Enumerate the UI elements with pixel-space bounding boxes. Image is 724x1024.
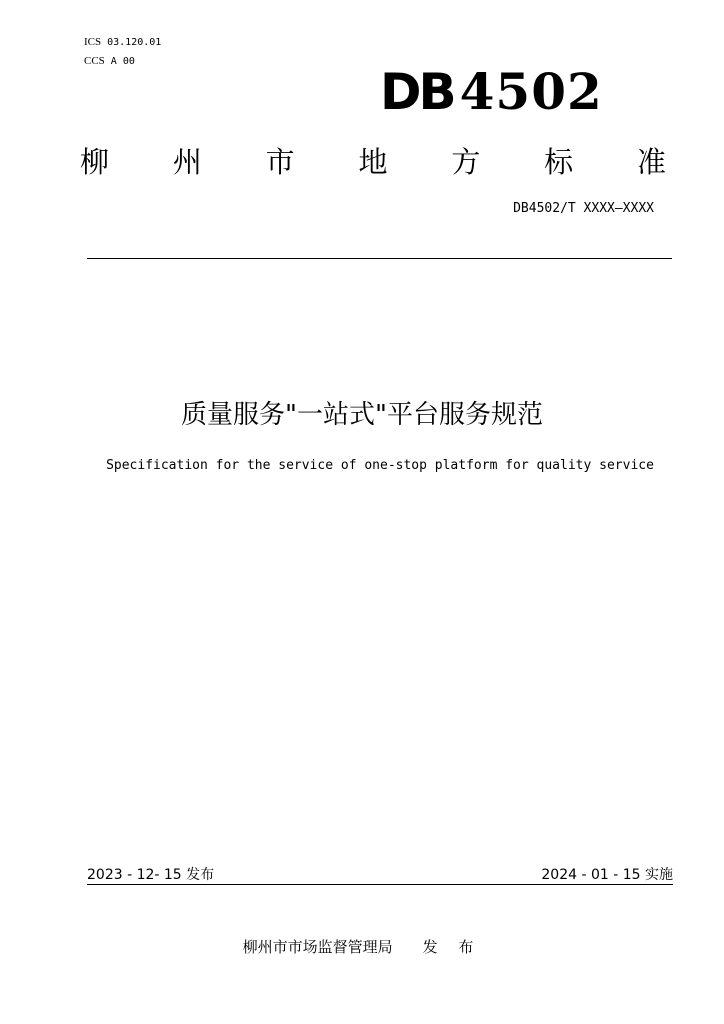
category-char: 准 [636,145,666,179]
document-title-zh: 质量服务"一站式"平台服务规范 [181,400,543,430]
category-char: 柳 [80,145,110,179]
ics-code: 03.120.01 [107,37,162,48]
logo-prefix: DB [380,63,454,121]
document-title-en: Specification for the service of one-stop platform for quality service [106,458,654,473]
logo-number: 4502 [459,62,603,121]
category-char: 方 [451,145,481,179]
ccs-line [84,55,135,67]
ccs-code: A 00 [110,56,135,67]
category-char: 地 [358,145,388,179]
issuer-name: 柳州市市场监督管理局 [242,938,393,956]
top-divider [87,258,672,259]
release-date: 2023 - 12- 15 发布 [87,867,215,883]
category-char: 标 [544,145,574,179]
standard-number: DB4502/T XXXX—XXXX [513,201,654,216]
issuer-line [0,936,724,957]
category-char: 市 [265,145,295,179]
issue-action: 发 布 [422,938,482,956]
ics-line [84,36,161,48]
category-char: 州 [172,145,202,179]
implementation-date: 2024 - 01 - 15 实施 [541,867,673,883]
standard-logo [380,62,603,121]
bottom-divider [87,884,673,885]
ics-label: ICS [84,36,102,48]
standard-category-title [80,140,666,181]
ccs-label: CCS [84,55,105,67]
